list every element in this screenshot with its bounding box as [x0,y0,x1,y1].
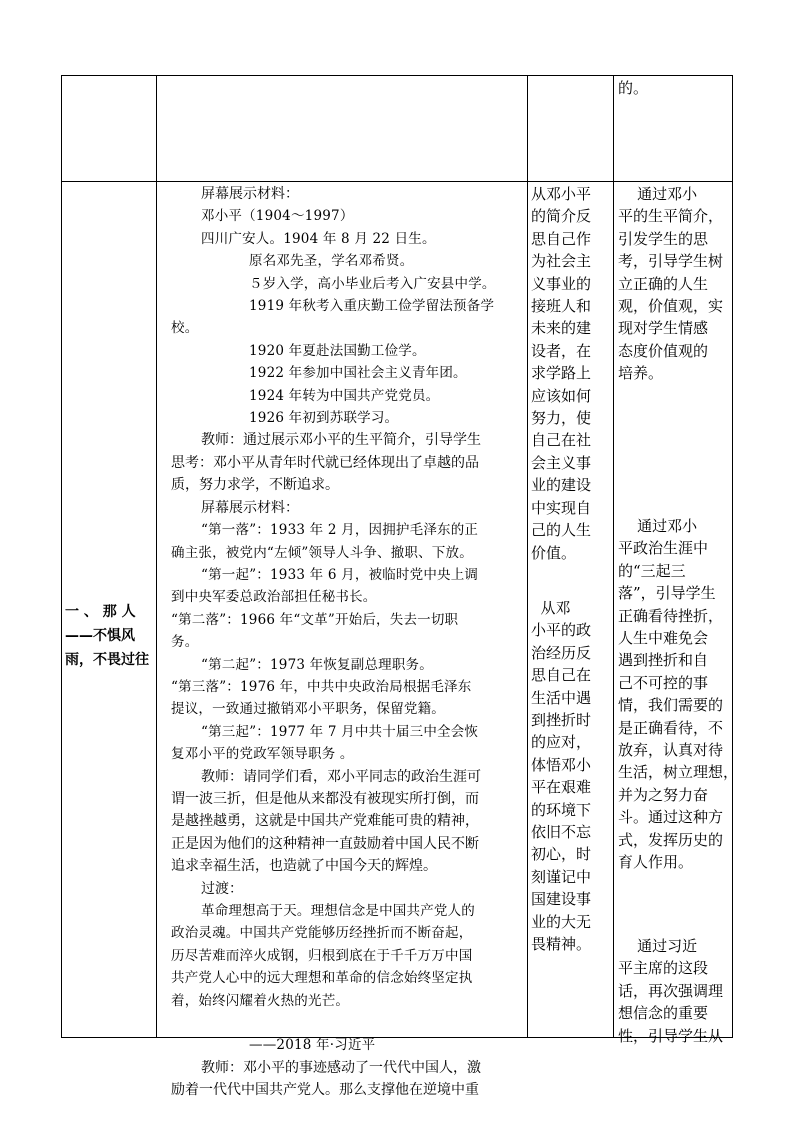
student-activity-line: 思自己作 [531,229,592,248]
content-line: 历尽苦难而淬火成钢，归根到底在于千千万万中国 [171,947,473,964]
content-line: “第一落”：1933 年 2 月，因拥护毛泽东的正 [201,522,479,539]
design-intent-line: 生活，树立理想， [618,763,739,782]
student-activity-line: 从邓小平 [531,185,592,203]
design-intent-line: 培养。 [618,364,664,383]
student-activity-line: 未来的建 [531,319,592,338]
design-intent-line: 话，再次强调理 [618,981,724,1000]
content-line: 教师：请同学们看，邓小平同志的政治生涯可 [201,768,481,785]
design-intent-line: 育人作用。 [618,853,694,872]
content-line: 教师：通过展示邓小平的生平简介，引导学生 [201,432,481,449]
student-activity-line: 业的大无 [531,912,592,931]
student-activity-line: 国建设事 [531,890,592,909]
student-activity-line: 己的人生 [531,521,592,540]
design-intent-line: 正确看待挫折， [618,606,724,625]
student-activity-line: 求学路上 [531,364,592,383]
content-line: 1922 年参加中国社会主义青年团。 [249,365,467,382]
design-intent-line: 平政治生涯中 [618,539,709,558]
column-divider-3 [613,75,614,1038]
content-line: 正是因为他们的这种精神一直鼓励着中国人民不断 [171,835,479,852]
content-line: 质，努力求学，不断追求。 [171,477,339,494]
design-intent-block [618,515,739,874]
column-divider-2 [527,75,528,1038]
student-activity-line: 的环境下 [531,800,592,819]
column-divider-1 [156,75,157,1038]
student-activity-line: 的简介反 [531,207,592,226]
student-activity-line: 到挫折时 [531,711,592,730]
content-line: 确主张，被党内“左倾”领导人斗争、撤职、下放。 [171,544,473,561]
student-activity-line: 接班人和 [531,297,592,316]
student-activity-line: 中实现自 [531,498,592,517]
content-line: 复邓小平的党政军领导职务 。 [171,746,354,763]
student-activity-line: 畏精神。 [531,935,592,954]
content-line: 1920 年夏赴法国勤工俭学。 [249,342,426,359]
content-line: 追求幸福生活，也造就了中国今天的辉煌。 [171,858,437,875]
design-intent-line: 平的生平简介， [618,207,724,226]
design-intent-block [618,183,731,385]
content-line: ——2018 年·习近平 [249,1037,376,1054]
content-line: 政治灵魂。中国共产党能够历经挫折而不断奋起， [171,925,473,942]
design-intent-line: 己不可控的事 [618,673,709,692]
student-activity-line: 治经历反 [531,643,592,662]
row1-design-intent [618,77,731,99]
content-line: 屏幕展示材料： [201,186,299,202]
section-title [65,600,155,672]
design-intent-line: 落”，引导学生 [618,584,716,603]
content-line [161,1012,525,1034]
design-intent-line: 通过邓小 [618,185,698,203]
student-activity-line: 努力，使 [531,409,592,428]
content-line: 原名邓先圣，学名邓希贤。 [249,253,414,270]
content-line: 提议，一致通过撤销邓小平职务，保留党籍。 [171,701,445,718]
student-activity-line: 小平的政 [531,621,592,640]
design-intent-line: 并为之努力奋 [618,785,709,804]
content-line: “第三落”：1976 年，中共中央政治局根据毛泽东 [171,678,472,695]
design-intent-line: 通过邓小 [618,517,698,535]
student-activity-line: 价值。 [531,543,577,562]
design-intent-line: 性，引导学生从 [618,1026,724,1045]
content-line: “第二落”：1966 年“文革”开始后，失去一切职 [171,611,459,628]
student-activity-line: 会主义事 [531,453,592,472]
design-intent-line: 的“三起三 [618,561,686,580]
content-line: 革命理想高于天。理想信念是中国共产党人的 [201,903,475,919]
student-activity-line: 应该如何 [531,386,592,405]
student-activity-line: 的应对， [531,733,592,752]
student-activity-line: 平在艰难 [531,778,592,797]
design-intent-line: 态度价值观的 [618,341,709,360]
student-activity-line: 生活中遇 [531,688,592,707]
content-line: 1919 年秋考入重庆勤工俭学留法预备学 [249,298,495,315]
section-title-line-3: 雨，不畏过往 [65,652,149,668]
section-title-line-2: ——不惧风 [65,628,135,644]
student-activity-line: 体悟邓小 [531,755,592,774]
design-intent-line: 立正确的人生 [618,274,709,293]
student-activity-line: 设者，在 [531,341,592,360]
design-intent-line: 式，发挥历史的 [618,830,724,849]
design-intent-line: 考，引导学生树 [618,252,724,271]
design-intent-line: 是正确看待，不 [618,718,724,737]
design-intent-line: 现对学生情感 [618,319,709,338]
student-activity-line: 思自己在 [531,666,592,685]
content-line: 是越挫越勇，这就是中国共产党难能可贵的精神， [171,813,479,830]
row1-design-text: 的。 [618,79,649,97]
design-intent-line: 放弃，认真对待 [618,741,724,760]
design-intent-block [618,935,731,1047]
content-line: “第一起”：1933 年 6 月，被临时党中央上调 [201,566,479,583]
student-activity-block [531,597,591,956]
student-activity-line: 为社会主 [531,252,592,271]
design-intent-line: 遇到挫折和自 [618,651,709,670]
section-title-line-1: 一 、 那 人 [65,604,136,620]
content-line: 谓一波三折，但是他从来都没有被现实所打倒，而 [171,790,479,807]
content-line: 校。 [171,320,199,337]
lesson-table [61,75,739,1099]
student-activity-line: 从邓 [531,599,571,617]
content-line: 共产党人心中的远大理想和革命的信念始终坚定执 [171,970,473,987]
student-activity-line: 义事业的 [531,274,592,293]
content-line: 四川广安人。1904 年 8 月 22 日生。 [201,230,436,247]
table-border-top [61,75,733,76]
student-activity-line: 刻谨记中 [531,867,592,886]
student-activity-line: 业的建设 [531,476,592,495]
teaching-content [161,183,525,1102]
content-line: 着，始终闪耀着火热的光芒。 [171,992,350,1009]
design-intent-line: 观，价值观，实 [618,297,724,316]
design-intent-line: 通过习近 [618,937,698,955]
content-line: 思考：邓小平从青年时代就已经体现出了卓越的品 [171,454,479,471]
student-activity-line: 初心，时 [531,845,592,864]
table-border-right [732,75,733,1038]
design-intent-line: 平主席的这段 [618,959,709,978]
content-line: 到中央军委总政治部担任秘书长。 [171,589,377,606]
design-intent-line: 引发学生的思 [618,229,709,248]
student-activity-line: 自己在社 [531,431,592,450]
design-intent-line: 人生中难免会 [618,629,709,648]
content-line: 1924 年转为中国共产党党员。 [249,387,440,404]
content-line: 1926 年初到苏联学习。 [249,410,399,427]
student-activity-line: 依旧不忘 [531,823,592,842]
content-line: “第二起”：1973 年恢复副总理职务。 [201,656,433,673]
content-line: 屏幕展示材料： [201,499,299,516]
content-line: 过渡： [201,880,243,897]
table-border-left [61,75,62,1038]
design-intent-line: 想信念的重要 [618,1004,709,1023]
content-line: 务。 [171,634,199,651]
content-line: “第三起”：1977 年 7 月中共十届三中全会恢 [201,723,479,740]
student-activity-block [531,183,591,564]
row-divider [61,181,733,182]
design-intent-line: 情，我们需要的 [618,696,724,715]
content-line: 励着一代代中国共产党人。那么支撑他在逆境中重 [171,1082,479,1099]
content-line: ５岁入学，高小毕业后考入广安县中学。 [249,275,496,292]
content-line: 教师：邓小平的事迹感动了一代代中国人，激 [201,1059,481,1076]
design-intent-line: 斗。通过这种方 [618,808,724,827]
content-line: 邓小平（1904～1997） [201,208,354,225]
